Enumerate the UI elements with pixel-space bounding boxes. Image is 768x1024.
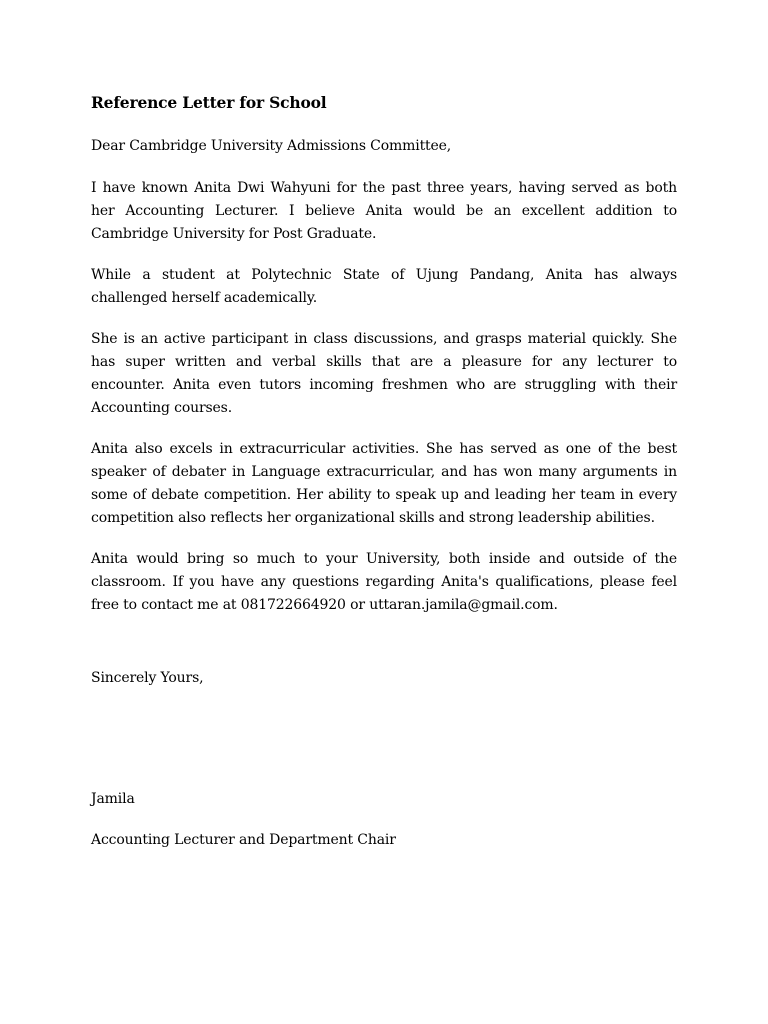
paragraph-extracurricular: Anita also excels in extracurricular activities. She has served as one of the best speaker of debater in Language extracurricular, and has won many arguments in some of debate competition. Her ability to speak up and leading her team in every competition also reflects her organizational skills and strong leadership abilities. bbox=[91, 441, 677, 526]
letter-body bbox=[91, 92, 677, 852]
paragraph-contact: Anita would bring so much to your University, both inside and outside of the classroom. If you have any questions regarding Anita's qualifications, please feel free to contact me at 081722664920 or uttaran.jamila@gmail.com. bbox=[91, 551, 677, 613]
letter-closing: Sincerely Yours, bbox=[91, 670, 204, 686]
letter-greeting: Dear Cambridge University Admissions Committee, bbox=[91, 138, 452, 154]
paragraph-introduction: I have known Anita Dwi Wahyuni for the past three years, having served as both her Accounting Lecturer. I believe Anita would be an excellent addition to Cambridge University for Post Graduate. bbox=[91, 180, 677, 242]
paragraph-academic: While a student at Polytechnic State of Ujung Pandang, Anita has always challenged herself academically. bbox=[91, 267, 677, 306]
signer-title: Accounting Lecturer and Department Chair bbox=[91, 832, 396, 848]
signer-name: Jamila bbox=[91, 791, 135, 807]
letter-title: Reference Letter for School bbox=[91, 93, 327, 112]
paragraph-participation: She is an active participant in class discussions, and grasps material quickly. She has super written and verbal skills that are a pleasure for any lecturer to encounter. Anita even tutors incoming freshmen who are struggling with their Accounting courses. bbox=[91, 331, 677, 416]
